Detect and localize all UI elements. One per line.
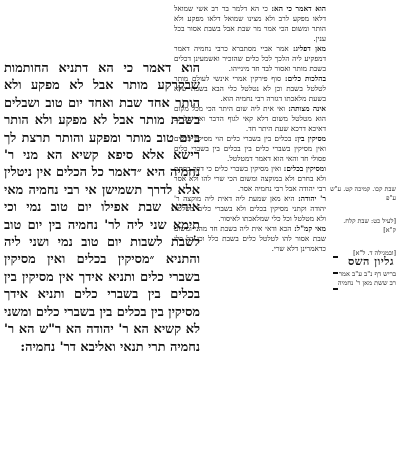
commentary-lead: אינה מצותה: [288,104,326,113]
commentary-lead: ר' יהודה: [298,194,326,203]
commentary-text: ואין מסיקין בשברי כלים כי דרך בסתם ולא בחרם ולא במוקצה ומשום הכי שרי להו ולא אסר רבי יהודה אבל רבי נחמיה אסר. [174,164,326,193]
main-text-column: הוא דאמר כי הא דתניא החותמות שבקרקע מותר אבל לא מפקע ולא הותר אחד שבת ואחד יום טוב ושבלים בשבת מותר אבל לא מפקע ולא הותר ביום טוב מותר ומפקע והותר תרצת לך רישא אלא סיפא קשיא הא מני ר' נחמיה היא ״דאמר כל הכלים אין ניטלין אלא לדרך תשמישן אי רבי נחמיה מאי איריא שבת אפילו יום טוב נמי וכי תימא שני ליה לר' נחמיה בין יום טוב לשבת לשבות יום טוב נמי ושני ליה והתניא ״מסיקין בכלים ואין מסיקין בשברי כלים ותניא אידך אין מסיקין בין בכלים בין בשברי כלים ותניא אידך מסיקין בין בכלים בין בשברי כלים ומשני לא קשיא הא ר' יהודה הא ר"ש הא ר' נחמיה תרי תנאי ואליבא דר' נחמיה: [4,61,200,355]
commentary-text: הכא ודאי אית ליה בשבת חד מהני ומשום שבת אסור להו לטלטל כלים בשבת כלל וכן כל כלי כדאמרינן דלא שרי. [174,224,326,253]
margin-reference: שבת קכו. קמיכה קט. ע"ש ע"פ [330,185,396,202]
margin-reference: [ובמגילה ד. ל"א] [353,249,396,257]
commentary-lead: מאי קמ"ל: [294,224,326,233]
commentary-text: סוף פירקין אמרי אינשי לעולם מותר לטלטל בשבת וכן לא נטלטל כלי הבא בשבת שלא בשעת מלאכתו דגזרה רבי נחמיה הוא. [174,74,326,103]
commentary-lead: ומסיקין בכלים: [283,164,326,173]
commentary-lead: בהלכות כלים: [284,74,326,83]
commentary-lead: הוא דאמר כי הא: [271,4,326,13]
gilyon-hashas-note: בריש דף נ"ב ע"ב אמר רב ששת מאן ר' נחמיה [337,270,396,288]
commentary-text: כי הא דלמר בר רב אשי שמואל דלאו מפקע לרב ולא מצינו שמואל דלאו מפקע ולא הותר ומשום הכי אמר מר שבת אבל בשבת אסור בכל ענין. [174,4,326,43]
commentary-text: אמר אביי מסתברא כרבי נחמיה דאמר דמפקיע ליה הלכך לכל כלים שהזכיר ואשמעינן דכלים בשבת מותר ואסור לבד חד מינייהו. [174,44,326,73]
margin-reference: [לעיל כט: שבת קלח. ק"א] [343,217,396,234]
commentary-text: בכלים בין בשברי כלים הוי מסיקין בכלים ואין מסיקין בשברי כלים בין בכלים בין בשברי כלים פסולי חד והאי הוא דאמר דמטלטל. [174,134,326,163]
commentary-lead: מסיקין בין: [294,134,326,143]
commentary-paragraph [174,4,326,44]
gilyon-hashas-heading: גליון השס [348,255,394,268]
commentary-lead: מאן דפליג: [292,44,326,53]
commentary-text: היא מאן שמעת ליה דאית ליה מוקצה ר' יהודה וקתני מסיקין בכלים ולא בשברי כלים מטלטל ולא מטלטל וכל כלי שמלאכתו לאיסור. [174,194,326,223]
commentary-text: ואי אית ליה שום היתר הכי מכל מקום הוא מטלטל משום דלא קאי לגוף הדבר ואף על גב דאיכא דרכא שעת היתר חד. [174,104,326,133]
